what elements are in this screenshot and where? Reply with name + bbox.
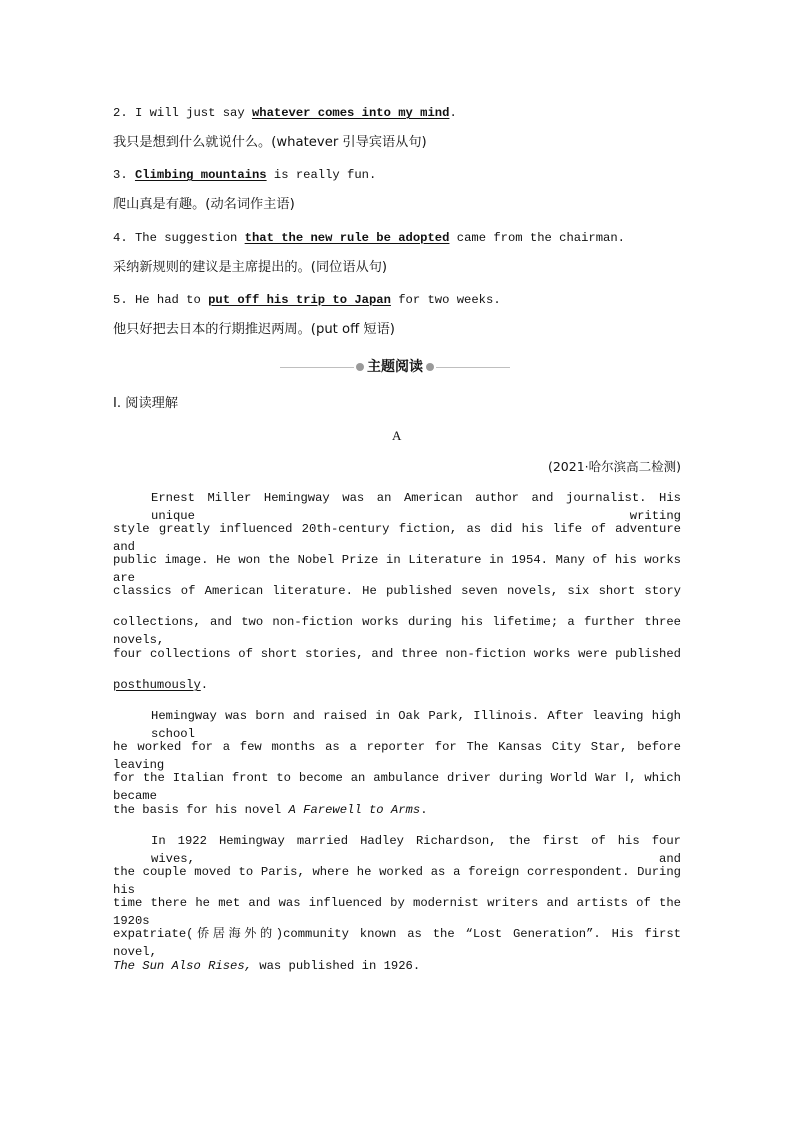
paragraph-2-line-4 xyxy=(113,801,428,819)
paragraph-text: was published in 1926. xyxy=(251,959,421,973)
exercise-answer: put off his trip to Japan xyxy=(208,293,391,307)
punctuation: . xyxy=(420,803,428,817)
exercise-answer: whatever comes into my mind xyxy=(251,106,450,120)
exercise-2-english xyxy=(113,104,457,122)
divider-line xyxy=(436,367,510,368)
exercise-4-english xyxy=(113,229,625,247)
exercise-text: 3. xyxy=(113,168,135,182)
paragraph-1-line-6: four collections of short stories, and three non-fiction works were published xyxy=(113,647,681,661)
paragraph-3-line-5 xyxy=(113,957,420,975)
bullet-dot-icon xyxy=(426,363,434,371)
exercise-5-chinese: 他只好把去日本的行期推迟两周。(put off 短语) xyxy=(113,322,395,337)
part-heading: Ⅰ. 阅读理解 xyxy=(113,396,179,411)
paragraph-2-line-1: Hemingway was born and raised in Oak Park, Illinois. After leaving high school xyxy=(151,709,681,741)
exercise-text: for two weeks. xyxy=(390,293,501,307)
bullet-dot-icon xyxy=(356,363,364,371)
exercise-text: 2. I will just say xyxy=(113,106,252,120)
exercise-text: . xyxy=(449,106,457,120)
exercise-text: 5. He had to xyxy=(113,293,209,307)
paragraph-2-line-2: he worked for a few months as a reporter for The Kansas City Star, before leaving xyxy=(113,740,681,772)
exercise-3-chinese: 爬山真是有趣。(动名词作主语) xyxy=(113,197,295,212)
paragraph-1-line-1: Ernest Miller Hemingway was an American author and journalist. His unique writing xyxy=(151,491,681,523)
book-title: The Sun Also Rises, xyxy=(113,959,252,973)
paragraph-1-line-2: style greatly influenced 20th-century fiction, as did his life of adventure and xyxy=(113,522,681,554)
exercise-3-english xyxy=(113,166,376,184)
source-note: (2021·哈尔滨高二检测) xyxy=(547,459,681,474)
exercise-answer: Climbing mountains xyxy=(134,168,267,182)
paragraph-1-line-7 xyxy=(113,676,208,694)
paragraph-2-line-3: for the Italian front to become an ambulance driver during World War Ⅰ, which became xyxy=(113,771,681,803)
exercise-5-english xyxy=(113,291,501,309)
paragraph-3-line-4: expatriate(侨居海外的)community known as the “Lost Generation”. His first novel, xyxy=(113,927,681,959)
vocabulary-word: posthumously xyxy=(113,678,201,692)
paragraph-1-line-4: classics of American literature. He published seven novels, six short story xyxy=(113,584,681,598)
paragraph-1-line-5: collections, and two non-fiction works during his lifetime; a further three novels, xyxy=(113,615,681,647)
passage-label: A xyxy=(392,428,402,443)
exercise-text: 4. The suggestion xyxy=(113,231,245,245)
divider-line xyxy=(280,367,354,368)
book-title: A Farewell to Arms xyxy=(288,803,421,817)
paragraph-text: the basis for his novel xyxy=(113,803,289,817)
section-title-label: 主题阅读 xyxy=(367,359,423,375)
exercise-text: came from the chairman. xyxy=(449,231,625,245)
punctuation: . xyxy=(200,678,209,692)
exercise-4-chinese: 采纳新规则的建议是主席提出的。(同位语从句) xyxy=(113,260,388,275)
paragraph-3-line-1: In 1922 Hemingway married Hadley Richardson, the first of his four wives, and xyxy=(151,834,681,866)
paragraph-1-line-3: public image. He won the Nobel Prize in Literature in 1954. Many of his works are xyxy=(113,553,681,585)
exercise-2-chinese: 我只是想到什么就说什么。(whatever 引导宾语从句) xyxy=(113,135,427,150)
exercise-answer: that the new rule be adopted xyxy=(244,231,450,245)
paragraph-3-line-3: time there he met and was influenced by modernist writers and artists of the 1920s xyxy=(113,896,681,928)
section-title xyxy=(280,358,510,378)
exercise-text: is really fun. xyxy=(266,168,377,182)
paragraph-3-line-2: the couple moved to Paris, where he worked as a foreign correspondent. During his xyxy=(113,865,681,897)
